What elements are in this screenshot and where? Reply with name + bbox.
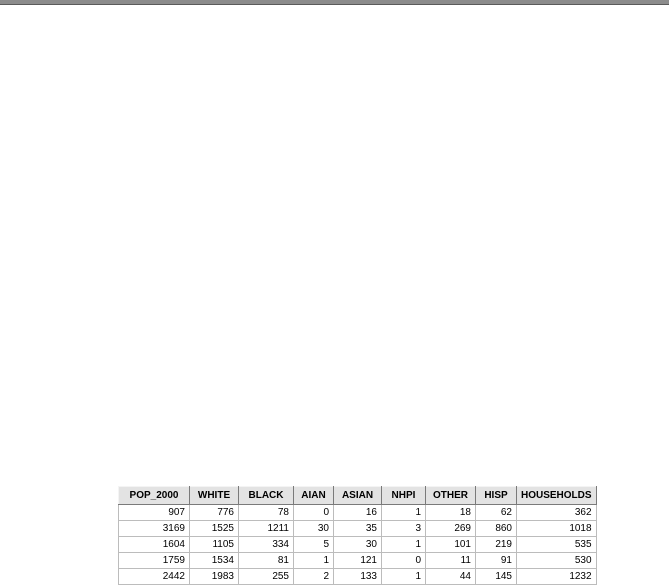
table-cell[interactable]: 30 <box>334 537 382 553</box>
table-row[interactable] <box>119 553 597 569</box>
table-header-row <box>119 487 597 505</box>
table-cell[interactable]: 334 <box>239 537 294 553</box>
attribute-table <box>118 486 597 585</box>
table-cell[interactable]: 35 <box>334 521 382 537</box>
table-cell[interactable]: 1 <box>294 553 334 569</box>
column-header-asian[interactable]: ASIAN <box>334 487 382 505</box>
column-header-aian[interactable]: AIAN <box>294 487 334 505</box>
table-cell[interactable]: 62 <box>476 505 517 521</box>
table-cell[interactable]: 11 <box>426 553 476 569</box>
table-cell[interactable]: 255 <box>239 569 294 585</box>
table-cell[interactable]: 1 <box>382 537 426 553</box>
table-row[interactable] <box>119 521 597 537</box>
table-cell[interactable]: 1759 <box>119 553 190 569</box>
table-cell[interactable]: 121 <box>334 553 382 569</box>
table-cell[interactable]: 5 <box>294 537 334 553</box>
table-cell[interactable]: 0 <box>382 553 426 569</box>
table-cell[interactable]: 30 <box>294 521 334 537</box>
column-header-pop-2000[interactable]: POP_2000 <box>119 487 190 505</box>
column-header-households[interactable]: HOUSEHOLDS <box>517 487 597 505</box>
window-top-border <box>0 0 669 5</box>
table-cell[interactable]: 1105 <box>190 537 239 553</box>
table-cell[interactable]: 1525 <box>190 521 239 537</box>
column-header-white[interactable]: WHITE <box>190 487 239 505</box>
table-cell[interactable]: 1604 <box>119 537 190 553</box>
table-cell[interactable]: 1983 <box>190 569 239 585</box>
table-cell[interactable]: 1 <box>382 569 426 585</box>
column-header-other[interactable]: OTHER <box>426 487 476 505</box>
table-cell[interactable]: 3169 <box>119 521 190 537</box>
table-row[interactable] <box>119 537 597 553</box>
table-cell[interactable]: 219 <box>476 537 517 553</box>
table-cell[interactable]: 0 <box>294 505 334 521</box>
table-cell[interactable]: 2 <box>294 569 334 585</box>
table-cell[interactable]: 78 <box>239 505 294 521</box>
table-cell[interactable]: 1534 <box>190 553 239 569</box>
table-cell[interactable]: 1232 <box>517 569 597 585</box>
table-cell[interactable]: 362 <box>517 505 597 521</box>
table-cell[interactable]: 18 <box>426 505 476 521</box>
table-cell[interactable]: 91 <box>476 553 517 569</box>
table-cell[interactable]: 101 <box>426 537 476 553</box>
table-cell[interactable]: 2442 <box>119 569 190 585</box>
table-cell[interactable]: 535 <box>517 537 597 553</box>
table-cell[interactable]: 1211 <box>239 521 294 537</box>
table-cell[interactable]: 81 <box>239 553 294 569</box>
table-cell[interactable]: 860 <box>476 521 517 537</box>
table-cell[interactable]: 530 <box>517 553 597 569</box>
table-body <box>119 505 597 585</box>
table-cell[interactable]: 16 <box>334 505 382 521</box>
table-cell[interactable]: 907 <box>119 505 190 521</box>
table-cell[interactable]: 133 <box>334 569 382 585</box>
table-cell[interactable]: 776 <box>190 505 239 521</box>
attribute-grid <box>118 486 597 585</box>
table-cell[interactable]: 3 <box>382 521 426 537</box>
table-row[interactable] <box>119 505 597 521</box>
table-cell[interactable]: 269 <box>426 521 476 537</box>
table-cell[interactable]: 145 <box>476 569 517 585</box>
table-cell[interactable]: 1 <box>382 505 426 521</box>
table-cell[interactable]: 1018 <box>517 521 597 537</box>
table-row[interactable] <box>119 569 597 585</box>
table-cell[interactable]: 44 <box>426 569 476 585</box>
column-header-black[interactable]: BLACK <box>239 487 294 505</box>
column-header-nhpi[interactable]: NHPI <box>382 487 426 505</box>
column-header-hisp[interactable]: HISP <box>476 487 517 505</box>
